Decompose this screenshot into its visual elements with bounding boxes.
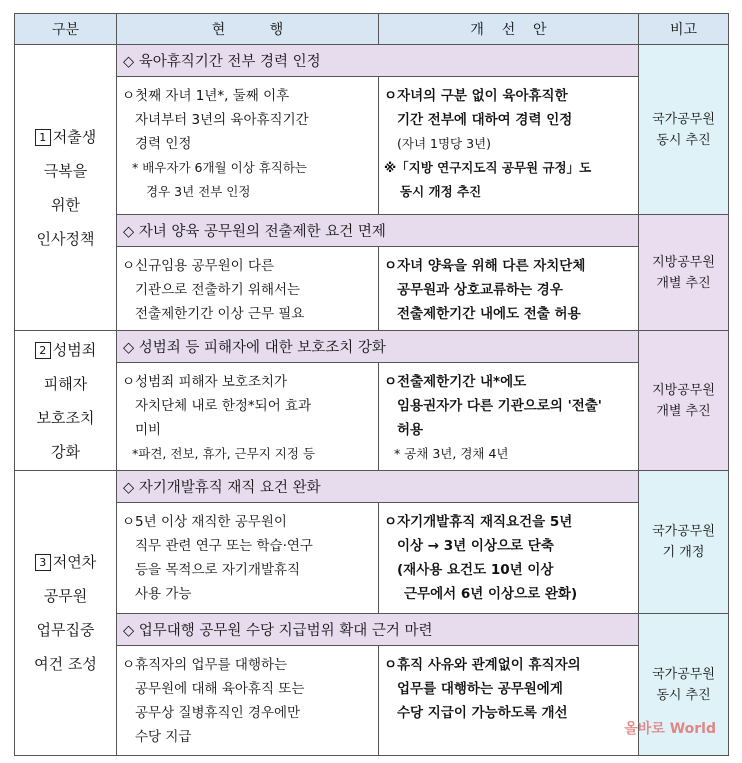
section-title-row [15, 45, 729, 77]
category-line: 피해자 [43, 374, 88, 393]
improved-cell: ㅇ자녀 양육을 위해 다른 자치단체 공무원과 상호교류하는 경우 전출제한기간 내에도 전출 허용 [379, 247, 639, 331]
category-number: 1 [35, 129, 51, 146]
policy-comparison-table [14, 13, 729, 756]
category-line: 인사정책 [36, 229, 95, 248]
content-row [15, 503, 729, 614]
section-title: ◇ 자녀 양육 공무원의 전출제한 요건 면제 [117, 215, 639, 247]
category-line: 2 성범죄 [15, 333, 116, 367]
section-title-row [15, 614, 729, 646]
header-current: 현 행 [117, 14, 379, 45]
section-title-row [15, 331, 729, 363]
current-cell: ㅇ성범죄 피해자 보호조치가 자치단체 내로 한정*되어 효과 미비 *파견, 전보, 휴가, 근무지 지정 등 [117, 363, 379, 471]
category-line: 3 저연차 [15, 545, 116, 579]
improved-cell: ㅇ자기개발휴직 재직요건을 5년 이상 → 3년 이상으로 단축 (재사용 요건도 10년 이상 근무에서 6년 이상으로 완화) [379, 503, 639, 614]
section-title: ◇ 육아휴직기간 전부 경력 인정 [117, 45, 639, 77]
header-category: 구분 [15, 14, 117, 45]
section-title: ◇ 업무대행 공무원 수당 지급범위 확대 근거 마련 [117, 614, 639, 646]
category-number: 3 [35, 554, 51, 571]
category-cell [15, 331, 117, 471]
remark-cell: 국가공무원 동시 추진 [639, 45, 729, 215]
current-cell: ㅇ첫째 자녀 1년*, 둘째 이후 자녀부터 3년의 육아휴직기간 경력 인정 * 배우자가 6개월 이상 휴직하는 경우 3년 전부 인정 [117, 77, 379, 215]
content-row [15, 247, 729, 331]
header-row [15, 14, 729, 45]
content-row [15, 363, 729, 471]
category-line: 극복을 [43, 161, 88, 180]
category-line: 여건 조성 [34, 655, 97, 673]
improved-cell: ㅇ휴직 사유와 관계없이 휴직자의 업무를 대행하는 공무원에게 수당 지급이 가능하도록 개선 [379, 646, 639, 756]
remark-cell: 국가공무원 기 개정 [639, 471, 729, 614]
header-remark: 비고 [639, 14, 729, 45]
category-line: 강화 [51, 442, 80, 461]
section-title-row [15, 471, 729, 503]
header-improved: 개 선 안 [379, 14, 639, 45]
section-title: ◇ 성범죄 등 피해자에 대한 보호조치 강화 [117, 331, 639, 363]
section-title-row [15, 215, 729, 247]
category-cell [15, 471, 117, 756]
category-line: 공무원 [43, 587, 88, 605]
category-line: 위한 [51, 195, 80, 214]
improved-cell: ㅇ자녀의 구분 없이 육아휴직한 기간 전부에 대하여 경력 인정 (자녀 1명당 3년) ※「지방 연구지도직 공무원 규정」도 동시 개정 추진 [379, 77, 639, 215]
current-cell: ㅇ신규임용 공무원이 다른 기관으로 전출하기 위해서는 전출제한기간 이상 근무 필요 [117, 247, 379, 331]
category-line: 업무집중 [36, 621, 95, 639]
remark-cell: 국가공무원 동시 추진 [639, 614, 729, 756]
improved-cell: ㅇ전출제한기간 내*에도 임용권자가 다른 기관으로의 '전출' 허용 * 공채 3년, 경채 4년 [379, 363, 639, 471]
category-line: 보호조치 [36, 408, 95, 427]
current-cell: ㅇ휴직자의 업무를 대행하는 공무원에 대해 육아휴직 또는 공무상 질병휴직인 경우에만 수당 지급 [117, 646, 379, 756]
category-cell [15, 45, 117, 331]
remark-cell: 지방공무원 개별 추진 [639, 215, 729, 331]
category-number: 2 [35, 342, 51, 359]
category-line: 1 저출생 [15, 120, 116, 154]
section-title: ◇ 자기개발휴직 재직 요건 완화 [117, 471, 639, 503]
watermark: 올바로 World [624, 721, 716, 737]
remark-cell: 지방공무원 개별 추진 [639, 331, 729, 471]
content-row [15, 77, 729, 215]
current-cell: ㅇ5년 이상 재직한 공무원이 직무 관련 연구 또는 학습·연구 등을 목적으로 자기개발휴직 사용 가능 [117, 503, 379, 614]
